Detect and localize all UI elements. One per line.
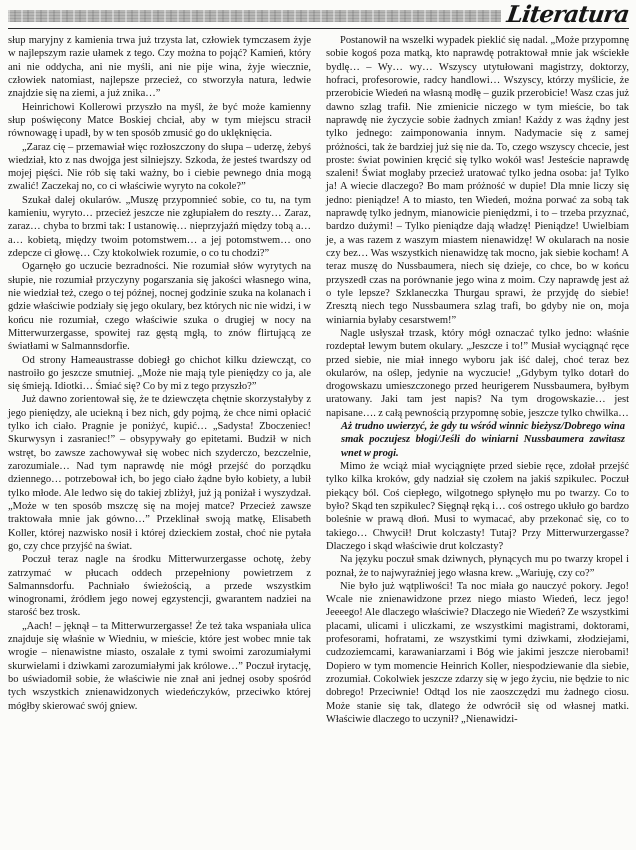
body-paragraph: Już dawno zorientował się, że te dziewczęta chętnie skorzystałyby z jego pieniędzy, ale uciekną i bez nich, gdy pojmą, że chce nimi opłacić tylko ich ciało. Pragnie je poniżyć, kupić… „Sadysta! Zboczeniec! Skurwysyn i zasraniec!” – obsypywały go epitetami. Budził w nich wstręt, bo zawsze zachowywał się wobec nich szyderczo, bezczelnie, zarozumiale… Nad tym naprawdę nie mógł przejść do porządku dziennego… potrzebował ich, bo jego ciało żądne było kobiety, a lubił tylko młode. Ale ledwo się do takiej zbliżył, już ją poniżał i wyszydzał. „Może w ten sposób mszczę się na mojej matce? Przecież zawsze traktowała mnie jak gówno…” Przeklinał swoją matkę, Elisabeth Koller, której nazwisko nosił i której dzieckiem został, choć nie pytała go, czy chce przyjść na świat.	[8, 394, 311, 552]
left-column	[8, 34, 311, 726]
body-paragraph: Od strony Hameaustrasse dobiegł go chichot kilku dziewcząt, co nastroiło go jeszcze smutniej. „Może nie mają tyle pieniędzy co ja, ale się śmieją. Idiotki… Śmiać się? Co by mi z tego przyszło?”	[8, 354, 311, 393]
body-paragraph: „Aach! – jęknął – ta Mitterwurzergasse! Że też taka wspaniała ulica znajduje się właśnie w Wiedniu, w mieście, które jest wobec mnie tak wrogie – nienawistne miasto, oszalałe z tymi swoimi zarozumiałymi skurwielami i dziwkami zarozumiałymi jak królowe…” Poczuł irytację, bo uświadomił sobie, że właściwie nie znał ani jednej osoby spośród tych wszystkich znienawidzonych wiedeńczyków, przeciwko której mógłby skierować swój gniew.	[8, 620, 311, 712]
article-body	[8, 34, 629, 726]
body-paragraph: Na języku poczuł smak dziwnych, płynących mu po twarzy kropel i poznał, że to najwyraźniej jego własna krew. „Wariuję, czy co?”	[326, 554, 629, 579]
body-paragraph: Mimo że wciąż miał wyciągnięte przed siebie ręce, zdołał przejść tylko kilka kroków, gdy nadział się czołem na jakiś szpikulec. Poczuł piekący ból. Coś ciepłego, wilgotnego spłynęło mu po twarzy. Co to było? Skąd ten szpikulec? Sięgnął ręką i… coś ostrego ukłuło go bardzo boleśnie w prawą dłoń. Musi to wymacać, aby przekonać się, co to takiego… Chwycił! Drut kolczasty! Tutaj? Przy Mitterwurzergasse? Dlaczego i skąd właściwie drut kolczasty?	[326, 461, 629, 552]
page-header	[8, 1, 631, 28]
body-paragraph: Szukał dalej okularów. „Muszę przypomnieć sobie, co tu, na tym kamieniu, wyryto… przecież jeszcze nie zgłupiałem do reszty… Zaraz, zaraz… chyba to brzmi tak: I ustanowię… nieprzyjaźń między tobą a… a… kobietą, między twoim potomstwem… a jej potomstwem… ono zdepcze ci głowę… Czy ktokolwiek rozumie, o co tu chodzi?”	[8, 194, 311, 259]
section-title: Literatura	[505, 1, 631, 28]
body-paragraph: Ogarnęło go uczucie bezradności. Nie rozumiał słów wyrytych na słupie, nie rozumiał przyczyny pogarszania się jakości własnego wina, nie wiedział też, czego o tej późnej, nocnej godzinie szuka na kolanach i gdzie właściwie podziały się jego okulary, bez których nic nie widzi, i w końcu nie rozumiał, czego właściwie szuka o drugiej w nocy na Mitterwurzergasse, spowitej raz gęstą mgłą, to znów flirtującą ze światłami w Salmannsdorfie.	[8, 261, 311, 353]
body-paragraph: słup maryjny z kamienia trwa już trzysta lat, człowiek tymczasem żyje w najlepszym razie ułamek z tego. Czy można to pojąć? Kamień, który ani nie oddycha, ani nie myśli, ani nie pije wina, żyje wiecznie, człowiek natomiast, najlepsze przecież, co stworzyła natura, ledwie znajdzie się na ziemi, a już znika…”	[8, 35, 311, 100]
body-paragraph: Heinrichowi Kollerowi przyszło na myśl, że być może kamienny słup poświęcony Matce Boskiej chciał, aby w tym miejscu stracił równowagę i upadł, by w ten sposób zmusić go do uklęknięcia.	[8, 101, 311, 140]
body-paragraph: Postanowił na wszelki wypadek pieklić się nadal. „Może przypomnę sobie kogoś poza matką, kto naprawdę potraktował mnie jak wściekłe bydlę… – Wy… wy… Wszyscy utytułowani magistrzy, doktorzy, hofraci, profesorowie, radcy handlowi… Wszyscy, którzy myślicie, że przerobicie Wiedeń na własną modłę – guzik przerobicie! Wasz czas już dawno szlag trafił. Nie zmienicie niczego w tym mieście, bo tak naprawdę nie życzycie sobie żadnych zmian! Każdy z was żądny jest tylko jednego: zaimponowania innym. Nadymacie się z samej próżności, tak że bardziej już się nie da. To, czego wszyscy chcecie, jest proste: świat powinien kręcić się tylko wokół was! Jesteście naprawdę szaleni! Świat mogłaby przecież uratować tylko jedna osoba: ja! Tylko ja! A wiecie dlaczego? Bo mam próżność w dupie! Dla mnie liczy się jedno: pieniądze! A to miasto, ten Wiedeń, można porwać za sobą tak naprawdę tylko jednym, mianowicie pieniędzmi, i to – trzeba przyznać, bardzo dużymi! – Tylko pieniądze dają władzę! Pieniądze! Uwielbiam je, a was razem z waszym miastem nienawidzę! W okularach na nosie czy bez… Was wszystkich nienawidzę tak mocno, jak siebie kocham! A teraz muszę do Nussbaumera, niech się dzieje, co chce, bo w końcu przyszedł czas na porównanie jego wina z moim. Czy naprawdę jest aż o tyle lepsze? Szklaneczka Thurgau sprawi, że przyjdę do siebie! Zresztą niech tego Nussbaumera szlag trafi, bo gdyby nie on, moja winiarnia byłaby cesarstwem!”	[326, 35, 629, 326]
body-paragraph: Nie było już wątpliwości! Ta noc miała go nauczyć pokory. Jego! Wcale nie znienawidzone przez niego miasto Wiedeń, lecz jego! Jeeeego! Ale dlaczego właściwie? Dlaczego nie Wiedeń? Ze wszystkimi placami, ulicami i uliczkami, ze wszystkimi magistrami, doktorami, profesorami, hofratami, ze wszystkimi tymi dziwkami, złodziejami, cudzoziemcami, karawaniarzami i Bóg wie jakimi jeszcze nierobami! Dopiero w tym momencie Heinrich Koller, niespodziewanie dla siebie, zrozumiał. Cokolwiek jeszcze zdarzy się w jego życiu, nie będzie to nic dobrego! Przeciwnie! Odtąd los nie zaoszczędzi mu żadnego ciosu. Może stanie się tak, dlatego że odwrócił się od własnej matki. Właściwie dlaczego to uczynił? „Nienawidzi-	[326, 580, 629, 725]
body-paragraph: Nagle usłyszał trzask, który mógł oznaczać tylko jedno: właśnie rozdeptał lewym butem okulary. „Jeszcze i to!” Musiał wyciągnąć ręce przed siebie, nie miał innego wyboru jak iść dalej, choć teraz bez okularów, na oślep, jedynie na wyczucie! „Gdybym tylko dotarł do drogowskazu umieszczonego przed heurigerem Nussbaumera, byłbym uratowany. Jaki tam jest napis? Na tym drogowskazie… jest napisane…. z całą pewnością przypomnę sobie, jeszcze tylko chwilka…	[326, 327, 629, 419]
masthead-texture-bar	[8, 10, 501, 22]
body-paragraph: Poczuł teraz nagle na środku Mitterwurzergasse ochotę, żeby zatrzymać w płucach oddech przepełniony powietrzem z Salmannsdorfu. Pachniało świeżością, a przede wszystkim winogronami, źródłem jego nowej egzystencji, gwarantem nadziei na starość bez trosk.	[8, 554, 311, 619]
right-column	[326, 34, 629, 726]
header-rule	[8, 28, 629, 29]
body-paragraph: „Zaraz cię – przemawiał więc rozłoszczony do słupa – uderzę, żebyś wiedział, kto z nas dwojga jest silniejszy. Szkoda, że jesteś twardszy od mojej pięści. Nie rób się taki ważny, bo i ciebie pewnego dnia mogą zwalić! Zaczekaj no, co ci właściwie wyryto na cokole?”	[8, 141, 311, 193]
verse-paragraph: Aż trudno uwierzyć, że gdy tu wśród winnic bieżysz/Dobrego wina smak poczujesz błogi/Jeśli do winiarni Nussbaumera zawitasz wnet w progi.	[341, 421, 625, 459]
